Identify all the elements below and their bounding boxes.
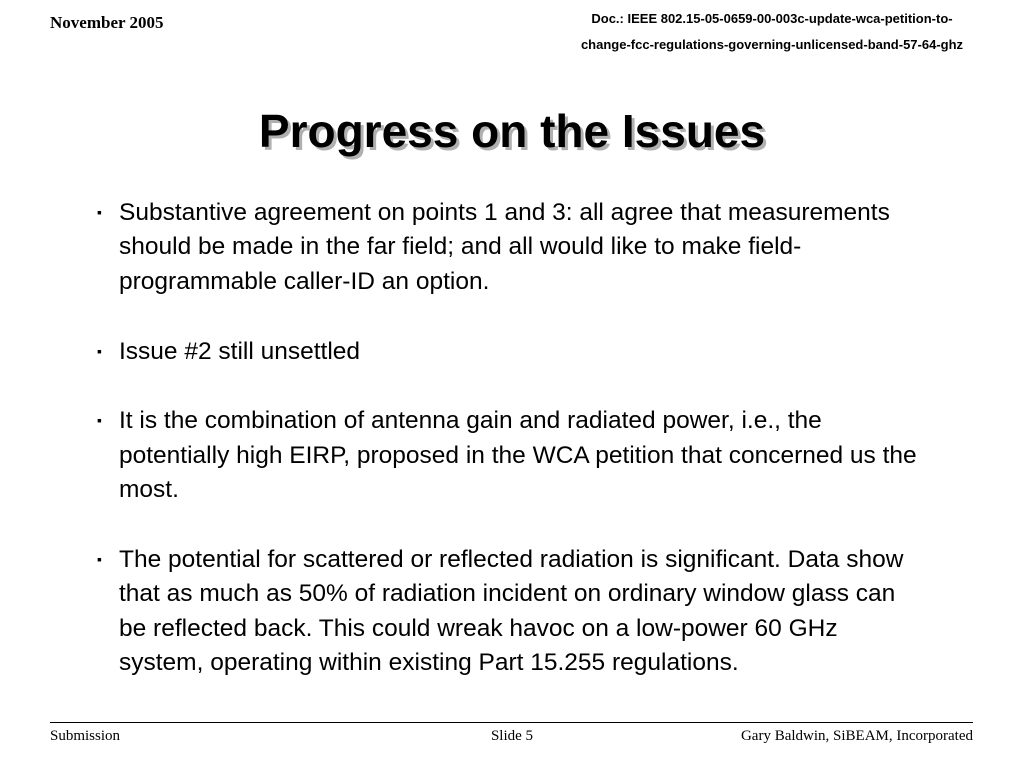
bullet-text: The potential for scattered or reflected radiation is significant. Data show that as much as 50% of radiation incident on ordinary window glass can be reflected back. This could wreak havoc on a low-power 60 GHz system, operating within existing Part 15.255 regulations. <box>119 546 904 677</box>
footer-divider <box>50 722 973 723</box>
document-id-line-1: Doc.: IEEE 802.15-05-0659-00-003c-update-wca-petition-to- <box>591 11 953 26</box>
document-id <box>542 6 1002 58</box>
slide-title: Progress on the Issues <box>258 105 766 157</box>
bullet-text: It is the combination of antenna gain and radiated power, i.e., the potentially high EIRP, proposed in the WCA petition that concerned us the most. <box>119 407 917 504</box>
square-bullet-icon: ▪ <box>97 412 102 429</box>
square-bullet-icon: ▪ <box>97 342 102 359</box>
bullet-item <box>97 403 927 507</box>
footer-author: Gary Baldwin, SiBEAM, Incorporated <box>740 728 973 744</box>
square-bullet-icon: ▪ <box>97 551 102 568</box>
bullet-text: Issue #2 still unsettled <box>119 337 361 365</box>
square-bullet-icon: ▪ <box>97 204 102 220</box>
header-date: November 2005 <box>50 13 164 32</box>
footer-slide-number: Slide 5 <box>490 728 534 744</box>
footer-submission: Submission <box>50 728 121 744</box>
bullet-item <box>97 542 927 681</box>
document-id-line-2: change-fcc-regulations-governing-unlicensed-band-57-64-ghz <box>580 37 964 52</box>
bullet-list <box>97 195 927 681</box>
bullet-item <box>97 334 927 369</box>
bullet-item <box>97 195 927 299</box>
bullet-text: Substantive agreement on points 1 and 3: all agree that measurements should be made in the far field; and all would like to make field-programmable caller-ID an option. <box>119 199 890 295</box>
